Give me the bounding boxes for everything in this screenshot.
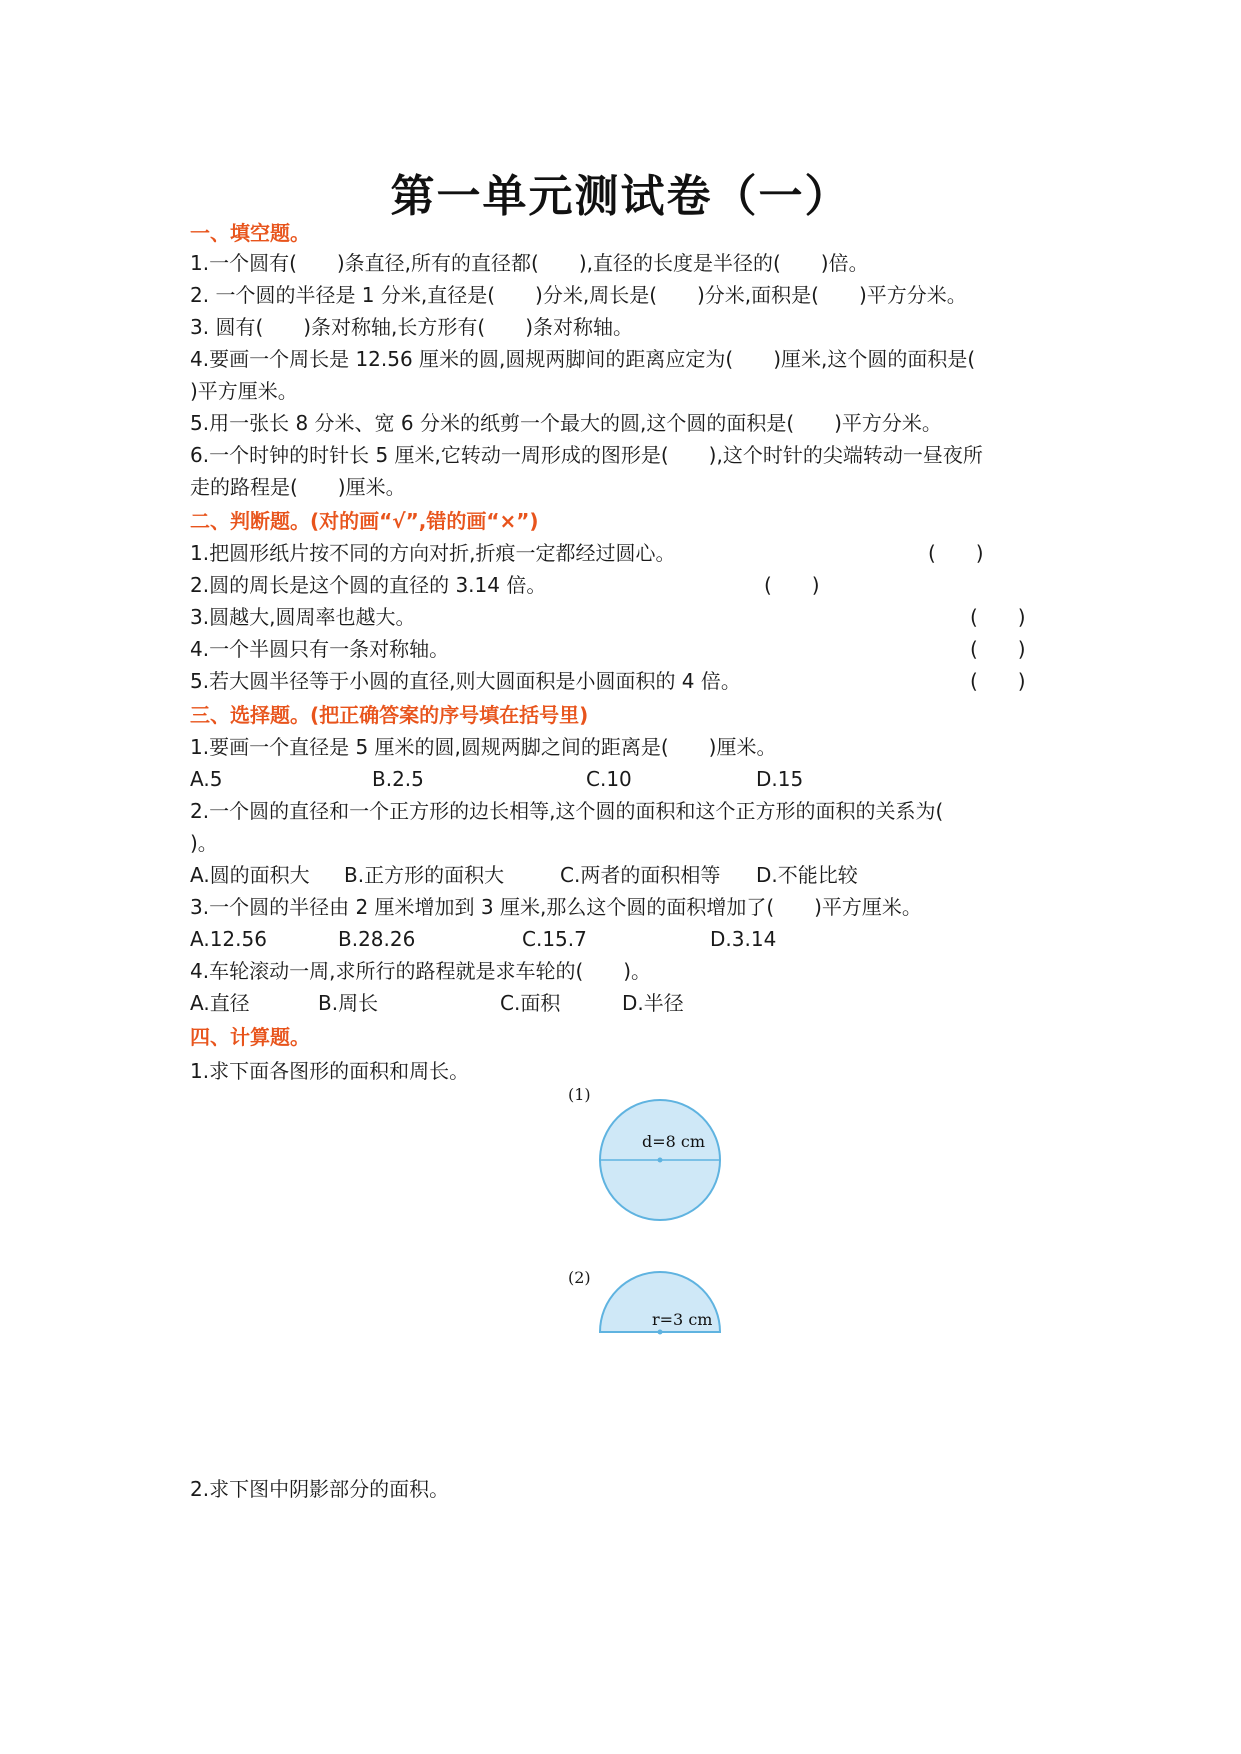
- fill-line: 走的路程是( )厘米。: [190, 475, 406, 499]
- choice-question: 4.车轮滚动一周,求所行的路程就是求车轮的( )。: [190, 959, 652, 983]
- section-heading-fill: 一、填空题。: [190, 221, 310, 245]
- section-heading-choice: 三、选择题。(把正确答案的序号填在括号里): [190, 703, 589, 727]
- center-point: [658, 1330, 663, 1335]
- page-title: 第一单元测试卷（一）: [390, 171, 851, 222]
- diameter-label: d=8 cm: [642, 1132, 706, 1151]
- calc-question-1: 1.求下面各图形的面积和周长。: [190, 1059, 470, 1083]
- choice-option: D.半径: [622, 991, 684, 1015]
- fill-line: 6.一个时钟的时针长 5 厘米,它转动一周形成的图形是( ),这个时针的尖端转动一昼夜所: [190, 443, 983, 467]
- choice-option: A.12.56: [190, 927, 267, 951]
- choice-option: C.面积: [500, 991, 561, 1015]
- choice-option: B.周长: [318, 991, 379, 1015]
- choice-question: 2.一个圆的直径和一个正方形的边长相等,这个圆的面积和这个正方形的面积的关系为(: [190, 799, 944, 823]
- fill-line: 4.要画一个周长是 12.56 厘米的圆,圆规两脚间的距离应定为( )厘米,这个圆的面积是(: [190, 347, 976, 371]
- fill-line: )平方厘米。: [190, 379, 298, 403]
- answer-bracket: ( ): [928, 541, 984, 565]
- semicircle-figure: [590, 1270, 730, 1340]
- fill-line: 2. 一个圆的半径是 1 分米,直径是( )分米,周长是( )分米,面积是( )平方分米。: [190, 283, 967, 307]
- choice-option: A.5: [190, 767, 223, 791]
- choice-option: D.3.14: [710, 927, 777, 951]
- radius-label: r=3 cm: [652, 1310, 713, 1329]
- judge-item: 3.圆越大,圆周率也越大。: [190, 605, 416, 629]
- choice-option: B.28.26: [338, 927, 416, 951]
- answer-bracket: ( ): [764, 573, 820, 597]
- choice-option: D.15: [756, 767, 804, 791]
- choice-option: C.10: [586, 767, 632, 791]
- answer-bracket: ( ): [970, 669, 1026, 693]
- choice-option: A.圆的面积大: [190, 863, 310, 887]
- figure-label-1: (1): [568, 1085, 591, 1104]
- judge-item: 2.圆的周长是这个圆的直径的 3.14 倍。: [190, 573, 547, 597]
- judge-item: 5.若大圆半径等于小圆的直径,则大圆面积是小圆面积的 4 倍。: [190, 669, 741, 693]
- choice-option: B.2.5: [372, 767, 424, 791]
- center-point: [658, 1158, 663, 1163]
- answer-bracket: ( ): [970, 637, 1026, 661]
- section-heading-judge: 二、判断题。(对的画“√”,错的画“×”): [190, 509, 539, 533]
- judge-item: 1.把圆形纸片按不同的方向对折,折痕一定都经过圆心。: [190, 541, 676, 565]
- figure-label-2: (2): [568, 1268, 591, 1287]
- choice-option: A.直径: [190, 991, 250, 1015]
- choice-option: C.两者的面积相等: [560, 863, 721, 887]
- judge-item: 4.一个半圆只有一条对称轴。: [190, 637, 450, 661]
- section-heading-calc: 四、计算题。: [190, 1025, 310, 1049]
- choice-option: B.正方形的面积大: [344, 863, 505, 887]
- choice-question: 1.要画一个直径是 5 厘米的圆,圆规两脚之间的距离是( )厘米。: [190, 735, 777, 759]
- fill-line: 5.用一张长 8 分米、宽 6 分米的纸剪一个最大的圆,这个圆的面积是( )平方分米。: [190, 411, 942, 435]
- fill-line: 1.一个圆有( )条直径,所有的直径都( ),直径的长度是半径的( )倍。: [190, 251, 869, 275]
- choice-option: C.15.7: [522, 927, 587, 951]
- calc-question-2: 2.求下图中阴影部分的面积。: [190, 1477, 450, 1501]
- circle-figure: [590, 1090, 730, 1230]
- choice-option: D.不能比较: [756, 863, 858, 887]
- fill-line: 3. 圆有( )条对称轴,长方形有( )条对称轴。: [190, 315, 634, 339]
- choice-question: )。: [190, 831, 218, 855]
- choice-question: 3.一个圆的半径由 2 厘米增加到 3 厘米,那么这个圆的面积增加了( )平方厘米。: [190, 895, 922, 919]
- answer-bracket: ( ): [970, 605, 1026, 629]
